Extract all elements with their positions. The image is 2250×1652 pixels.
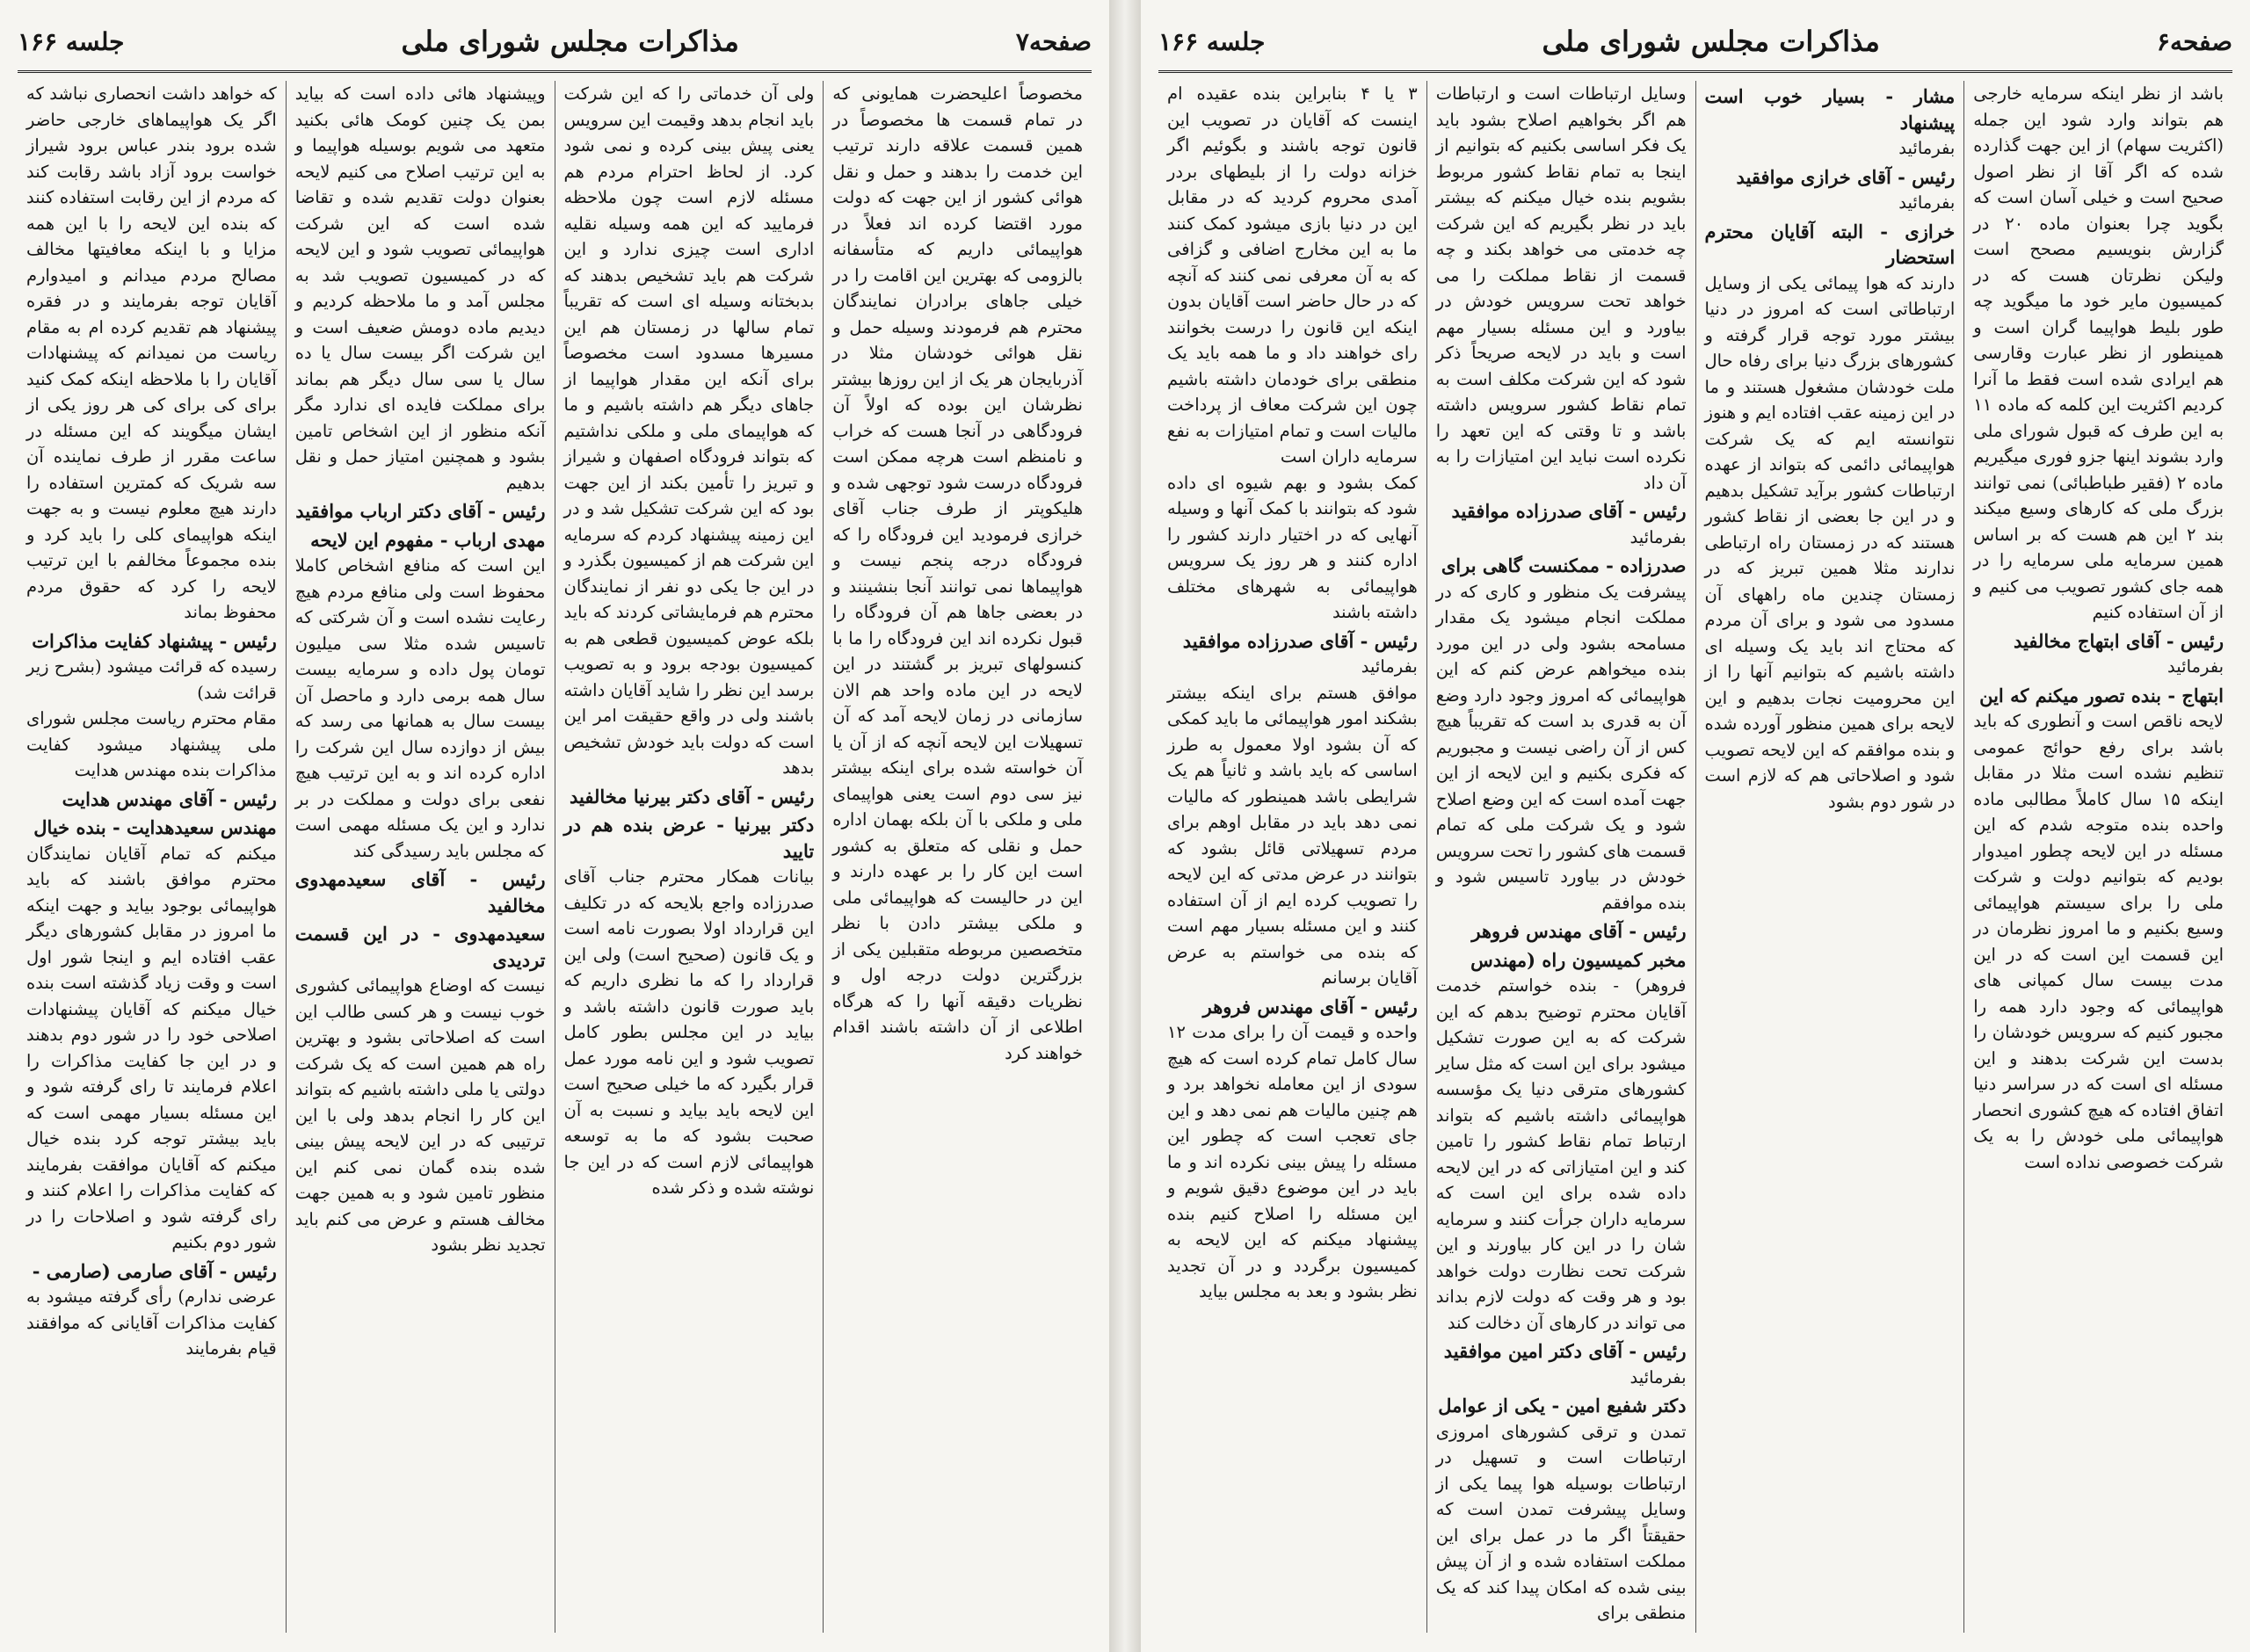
paragraph: بفرمائید — [1361, 656, 1418, 677]
left-column-2 — [555, 81, 824, 1633]
paragraph: وپیشنهاد هائی داده است که بیاید بمن یک چنین کومک هائی بکنید متعهد می شویم بوسیله هواپیما و به این ترتیب اصلاح می کنیم لایحه بعنوان دولت تقدیم شده و تقاضا شده است که این شرکت هواپیمائی تصویب شود و این لایحه که در کمیسیون تصویب شد به مجلس آمد و ما ملاحظه کردیم و دیدیم ماده دومش ضعیف است و این شرکت اگر بیست سال یا ده سال یا سی سال دیگر هم بماند برای مملکت فایده ای ندارد مگر آنکه منظور از این اشخاص تامین بشود و همچنین امتیاز حمل و نقل بدهیم — [294, 83, 546, 493]
right-page-title: مذاکرات مجلس شورای ملی — [1542, 25, 1880, 58]
paragraph: موافق هستم برای اینکه بیشتر بشکند امور هواپیمائی ما باید کمکی که آن بشود اولا معمول به طرز اساسی که باید باشد و ثانیاً هم یک شرایطی باشد همینطور که مالیات نمی دهد باید در مقابل اوهم برای مردم تسهیلاتی قائل بشود که بتوانند در عرض مدتی که این لایحه را تصویب کرده ایم از آن استفاده کنند و این مسئله بسیار مهم است که بنده می خواستم به عرض آقایان برسانم — [1167, 682, 1418, 988]
paragraph: این است که منافع اشخاص کاملا محفوظ است ولی منافع مردم هیچ رعایت نشده است و آن شرکتی که تاسیس شده مثلا سی میلیون تومان پول داده و سرمایه بیست سال همه برمی دارد و ماحصل آن بیست سال به همانها می رسد که بیش از دوازده سال این شرکت را اداره کرده اند و به این ترتیب هیچ نفعی برای دولت و مملکت در بر ندارد و این یک مسئله مهمی است که مجلس باید رسیدگی کند — [294, 555, 546, 861]
paragraph: مخصوصاً اعلیحضرت همایونی که در تمام قسمت ها مخصوصاً در همین قسمت علاقه دارند ترتیب این خدمت را بدهند و حمل و نقل هوائی کشور از این جهت که دولت مورد اقتضا کرده اند فعلاً در هواپیمائی داریم که متأسفانه بالزومی که بهترین این اقامت را در خیلی جاهای برادران نمایندگان محترم هم فرمودند وسیله حمل و نقل هوائی خودشان مثلا در آذربایجان هر یک از این روزها بیشتر نظرشان این بوده که اولاً آن فرودگاهی در آنجا هست که خراب و نامنظم است هرچه ممکن است فرودگاه درست شود توجهی شده و هلیکوپتر از طرف جناب آقای خرازی فرمودید این فرودگاه را که فرودگاه درجه پنجم نیست و هواپیماها نمی توانند آنجا بنشینند و در بعضی جاها هم آن فرودگاه را قبول نکرده اند این فرودگاه را ما با کنسولهای تبریز بر گشتند در این لایحه در این ماده واحد هم الان سازمانی در زمان لایحه آمد که آن تسهیلات این لایحه آنچه که از آن یا آن خواسته شده برای اینکه بیشتر نیز سی دوم است یعنی هواپیمای ملی و ملکی با آن بلکه بهمان اداره حمل و نقلی که متعلق به کشور است این کار را بر عهده دارند و این در حالیست که هواپیمائی ملی و ملکی بیشتر دادن با نظر متخصصین مربوطه متقبلین یکی از بزرگترین دولت درجه اول و نظریات دقیقه آنها را که هرگاه اطلاعی از آن داشته باشند اقدام خواهند کرد — [832, 83, 1083, 1063]
paragraph: نیست که اوضاع هواپیمائی کشوری خوب نیست و هر کسی طالب این است که اصلاحاتی بشود و بهترین راه هم همین است که یک شرکت دولتی یا ملی داشته باشیم که بتواند این کار را انجام بدهد ولی با این ترتیبی که در این لایحه پیش بینی شده بنده گمان نمی کنم این منظور تامین شود و به همین جهت مخالف هستم و عرض می کنم باید تجدید نظر بشود — [294, 975, 546, 1255]
speaker-line: مهندس سعیدهدایت - بنده خیال — [33, 816, 277, 838]
paragraph: بفرمائید — [1898, 192, 1956, 213]
paragraph: عرضی ندارم) رأی گرفته میشود به کفایت مذاکرات آقایانی که موافقند قیام بفرمایند — [26, 1286, 277, 1359]
speaker-line: رئیس - آقای سعیدمهدوی مخالفید — [294, 868, 546, 917]
right-column-4 — [1158, 81, 1426, 1633]
paragraph: میکنم که تمام آقایان نمایندگان محترم موافق باشند که باید هواپیمائی بوجود بیاید و جهت اینکه ما امروز در مقابل کشورهای دیگر عقب افتاده ایم و اینجا شور اول است و وقت زیاد گذشته است بنده خیال میکنم که آقایان پیشنهادات اصلاحی خود را در شور دوم بدهند و در این جا کفایت مذاکرات را اعلام فرمایند تا رای گرفته شود و این مسئله بسیار مهمی است که باید بیشتر توجه کرد بنده خیال میکنم که آقایان موافقت بفرمایند که کفایت مذاکرات را اعلام کنند و رای گرفته شود و اصلاحات را در شور دوم بکنیم — [26, 843, 277, 1252]
speaker-line: رئیس - آقای مهندس فروهر — [1471, 920, 1687, 942]
left-page-title: مذاکرات مجلس شورای ملی — [401, 25, 739, 58]
right-page-number: صفحه۶ — [2156, 26, 2232, 56]
paragraph: ۳ یا ۴ بنابراین بنده عقیده ام اینست که آقایان در تصویب این قانون توجه باشند و بگوئیم اگر خزانه دولت را از بلیطهای بردر آمدی محروم کردید که در مقابل این در دنیا بازی میشود کمک کنند ما به این مخارج اضافی و گزافی که به آن معرفی نمی کنند که آنچه که در حال حاضر است آقایان بدون اینکه این قانون را درست بخوانند رای خواهند داد و ما همه باید یک منطقی برای خودمان داشته باشیم چون این شرکت معاف از پرداخت مالیات است و تمام امتیازات به نفع سرمایه داران است — [1167, 83, 1418, 467]
speaker-line: خرازی - البته آقایان محترم استحضار — [1704, 220, 1956, 268]
left-page-session: جلسه ۱۶۶ — [18, 26, 125, 56]
right-column-1 — [1963, 81, 2232, 1633]
speaker-line: ابتهاج - بنده تصور میکنم که این — [1979, 684, 2224, 706]
paragraph: که خواهد داشت انحصاری نباشد که اگر یک هواپیماهای خارجی حاضر شده برود بندر عباس برود شیراز خواست برود آزاد باشد رقابت کند که مردم از این رقابت استفاده کنند که بنده این لایحه را با این همه مزایا و با اینکه معافیتها مخالف مصالح مردم میدانم و امیدوارم آقایان توجه بفرمایند و در فقره پیشنهاد هم تقدیم کرده ام به مقام ریاست من نمیدانم که پیشنهادات آقایان را با ملاحظه اینکه کمک کنید برای کی برای کی هر روز یکی از ایشان میگویند که این مسئله در ساعت مقرر از طرف نماینده آن سه شریک که کمترین استفاده را دارند هیچ معلوم نیست و به جهت اینکه هواپیمای کلی را باید کرد و بنده مجموعاً مخالفم با این ترتیب لایحه را کرد که حقوق مردم محفوظ بماند — [26, 83, 277, 622]
paragraph: تمدن و ترقی کشورهای امروزی ارتباطات است و تسهیل در ارتباطات بوسیله هوا پیما یکی از وسایل پیشرفت تمدن است که حقیقتاً اگر ما در عمل برای این مملکت استفاده شده و از آن پیش بینی شده که امکان پیدا کند که یک منطقی برای — [1435, 1421, 1687, 1623]
speaker-line: رئیس - آقای ابتهاج مخالفید — [2014, 629, 2224, 652]
right-header-rule — [1158, 70, 2232, 73]
paragraph: رسیده که قرائت میشود (بشرح زیر قرائت شد) — [25, 656, 277, 703]
right-page-header — [1158, 16, 2232, 67]
paragraph: کمک بشود و بهم شیوه ای داده شود که بتوانند با کمک آنها و وسیله آنهایی که در اختیار دارند کشور را اداره کنند و هر روز یک سرویس هواپیمائی به شهرهای مختلف داشته باشند — [1167, 472, 1418, 622]
paragraph: لایحه ناقص است و آنطوری که باید باشد برای رفع حوائج عمومی تنظیم نشده است مثلا در مقابل اینکه ۱۵ سال کاملاً مطالبی ماده واحده بنده متوجه شدم که این مسئله در این لایحه چطور امیدوار بودیم که بتوانیم دولت و شرکت ملی را برای سیستم هواپیمائی وسیع بکنیم و ما امروز نظرمان در این قسمت این است که در این مدت بیست سال کمپانی های هواپیمائی که وجود دارد همه را مجبور کنیم که سرویس خودشان را بدست این شرکت بدهند و این مسئله ای است که در سراسر دنیا اتفاق افتاده که هیچ کشوری انحصار هواپیمائی ملی خودش را به یک شرکت خصوصی نداده است — [1973, 711, 2225, 1172]
paragraph: بیانات همکار محترم جناب آقای صدرزاده واجع بلایحه که در تکلیف این قرارداد اولا بصورت نامه است و یک قانون (صحیح است) ولی این قرارداد را که ما نظری داریم که باید صورت قانون داشته باشد و بیاید در این مجلس بطور کامل تصویب شود و این نامه مورد عمل قرار بگیرد که ما خیلی صحیح است این لایحه باید بیاید و نسبت به آن صحبت بشود که ما به توسعه هواپیمائی لازم است که در این جا نوشته شده و ذکر شده — [563, 866, 815, 1198]
speaker-line: سعیدمهدوی - در این قسمت تردیدی — [294, 923, 546, 971]
speaker-line: رئیس - آقای دکتر امین موافقید — [1443, 1340, 1687, 1362]
speaker-line: رئیس - آقای مهندس هدایت — [62, 787, 277, 810]
speaker-line: دکتر بیرنیا - عرض بنده هم در تایید — [563, 814, 815, 862]
paragraph: بفرمائید — [1629, 526, 1687, 547]
right-column-2 — [1695, 81, 1964, 1633]
page-gutter — [1109, 0, 1141, 1652]
paragraph: بفرمائید — [1629, 1366, 1687, 1388]
speaker-line: مهدی ارباب - مفهوم این لایحه — [310, 528, 546, 551]
speaker-line: مشار - بسیار خوب است پیشنهاد — [1704, 85, 1956, 134]
right-page — [1141, 0, 2250, 1652]
speaker-line: رئیس - پیشنهاد کفایت مذاکرات — [32, 629, 277, 652]
speaker-line: دکتر شفیع امین - یکی از عوامل — [1438, 1395, 1687, 1417]
left-header-rule — [18, 70, 1092, 73]
speaker-line: رئیس - آقای مهندس فروهر — [1202, 995, 1418, 1018]
right-columns — [1158, 81, 2232, 1633]
speaker-line: رئیس - آقای خرازی موافقید — [1736, 165, 1956, 188]
right-page-session: جلسه ۱۶۶ — [1158, 26, 1266, 56]
left-page — [0, 0, 1109, 1652]
paragraph: بفرمائید — [2167, 656, 2224, 677]
left-column-4 — [18, 81, 286, 1633]
paragraph: پیشرفت یک منظور و کاری که در مملکت انجام میشود یک مقدار مسامحه بشود ولی در این مورد بنده میخواهم عرض کنم که این هواپیمائی که امروز وجود دارد وضع آن به قدری بد است که تقریباً هیچ کس از آن راضی نیست و مجبوریم که فکری بکنیم و این لایحه از این جهت آمده است که این وضع اصلاح شود و یک شرکت ملی که تمام قسمت های کشور را تحت سرویس خودش در بیاورد تاسیس شود و بنده موافقم — [1435, 581, 1687, 913]
paragraph: دارند که هوا پیمائی یکی از وسایل ارتباطاتی است که امروز در دنیا بیشتر مورد توجه قرار گرفته و کشورهای بزرگ دنیا برای رفاه حال ملت خودشان مشغول هستند و ما در این زمینه عقب افتاده ایم و هنوز نتوانسته ایم که یک شرکت هواپیمائی دائمی که بتواند از عهده ارتباطات کشور برآید تشکیل بدهیم و در این جا بعضی از نقاط کشور هستند که در زمستان راه ارتباطی ندارند مثلا همین تبریز که در زمستان چندین ماه راههای آن مسدود می شود و برای آن مردم که محتاج اند باید یک وسیله ای داشته باشیم که بتوانیم آنها را از این محرومیت نجات بدهیم و این لایحه برای همین منظور آورده شده و بنده موافقم که این لایحه تصویب شود و اصلاحاتی هم که لازم است در شور دوم بشود — [1704, 272, 1956, 812]
speaker-line: رئیس - آقای صارمی (صارمی - — [32, 1259, 277, 1282]
left-column-1 — [823, 81, 1092, 1633]
paragraph: واحده و قیمت آن را برای مدت ۱۲ سال کامل تمام کرده است که هیچ سودی از این معامله نخواهد برد و هم چنین مالیات هم نمی دهد و این جای تعجب است که چطور این مسئله را پیش بینی نکرده اند و ما باید در این موضوع دقیق شویم و این مسئله را اصلاح کنیم بنده پیشنهاد میکنم که این لایحه به کمیسیون برگردد و در آن تجدید نظر بشود و بعد به مجلس بیاید — [1167, 1022, 1418, 1301]
speaker-line: رئیس - آقای صدرزاده موافقید — [1451, 500, 1687, 522]
speaker-line: صدرزاده - ممکنست گاهی برای — [1441, 554, 1687, 576]
paragraph: بفرمائید — [1898, 138, 1956, 158]
speaker-line: مخبر کمیسیون راه (مهندس — [1470, 948, 1687, 971]
paragraph: وسایل ارتباطات است و ارتباطات هم اگر بخواهیم اصلاح بشود باید یک فکر اساسی بکنیم که بتوانیم از اینجا به تمام نقاط کشور مربوط بشویم بنده خیال میکنم که بیشتر باید در نظر بگیریم که این شرکت چه خدمتی می خواهد بکند و چه قسمت از نقاط مملکت را می خواهد تحت سرویس خودش در بیاورد و این مسئله بسیار مهم است و باید در لایحه صریحاً ذکر شود که این شرکت مکلف است به تمام نقاط کشور سرویس داشته باشد و تا وقتی که این تعهد را نکرده است نباید این امتیازات را به آن داد — [1435, 83, 1687, 493]
right-column-3 — [1426, 81, 1695, 1633]
paragraph: باشد از نظر اینکه سرمایه خارجی هم بتواند وارد شود این جمله (اکثریت سهام) از این جهت گذارده شده که اگر آقا از نظر اصول صحیح است و خیلی آسان است که بگوید چرا بعنوان ماده ۲۰ در گزارش بنویسیم مصحح است ولیکن نظرتان هست که در کمیسیون مایر خود ما میگوید چه طور بلیط هواپیما گران است و همینطور از نظر عبارت وقارسی هم ایرادی شده است فقط ما آنرا کردیم اکثریت این کلمه که ماده ۱۱ به این طرف که قبول شورای ملی وارد بشوند اینها جزو فوری میگیریم ماده ۲ (فقیر طباطبائی) نمی توانند بزرگ ملی که کارهای وسیع میکند بند ۲ این هم هست که بر اساس همین سرمایه ملی سرمایه را در همه جای کشور تصویب می کنیم و از آن استفاده کنیم — [1973, 83, 2224, 622]
paragraph: فروهر) - بنده خواستم خدمت آقایان محترم توضیح بدهم که این شرکت که به این صورت تشکیل میشود برای این است که مثل سایر کشورهای مترقی دنیا یک مؤسسه هواپیمائی داشته باشیم که بتواند ارتباط تمام نقاط کشور را تامین کند و این امتیازاتی که در این لایحه داده شده برای این است که سرمایه داران جرأت کنند و سرمایه شان را در این کار بیاورند و این شرکت تحت نظارت دولت خواهد بود و هر وقت که دولت لازم بداند می تواند در کارهای آن دخالت کند — [1435, 975, 1687, 1333]
speaker-line: رئیس - آقای دکتر بیرنیا مخالفید — [569, 785, 815, 808]
left-page-header — [18, 16, 1092, 67]
left-page-number: صفحه۷ — [1015, 26, 1092, 56]
speaker-line: رئیس - آقای دکتر ارباب موافقید — [295, 500, 546, 522]
paragraph: ولی آن خدماتی را که این شرکت باید انجام بدهد وقیمت این سرویس یعنی پیش بینی کرده و نمی شود کرد. از لحاظ احترام مردم هم مسئله لازم است چون ملاحظه فرمایید که این همه وسیله نقلیه اداری است چیزی ندارد و این شرکت هم باید تشخیص بدهند که بدبختانه وسیله ای است که تقریباً تمام سالها در زمستان هم این مسیرها مسدود است مخصوصاً برای آنکه این مقدار هواپیما از جاهای دیگر هم داشته باشیم و ما که هواپیمای ملی و ملکی نداشتیم که بتواند فرودگاه اصفهان و شیراز و تبریز را تأمین بکند از این جهت بود که این شرکت تشکیل شد و در این زمینه پیشنهاد کردم که سرمایه این شرکت هم از کمیسیون بگذرد و در این جا یکی دو نفر از نمایندگان محترم هم فرمایشاتی کردند که باید بلکه عوض کمیسیون قطعی هم به کمیسیون بودجه برود و به تصویب برسد این نظر را شاید آقایان داشته باشند ولی در واقع حقیقت امر این است که دولت باید خودش تشخیص بدهد — [563, 83, 815, 778]
left-columns — [18, 81, 1092, 1633]
speaker-line: رئیس - آقای صدرزاده موافقید — [1182, 629, 1418, 652]
paragraph: مقام محترم ریاست مجلس شورای ملی پیشنهاد میشود کفایت مذاکرات بنده مهندس هدایت — [26, 708, 277, 780]
left-column-3 — [286, 81, 555, 1633]
